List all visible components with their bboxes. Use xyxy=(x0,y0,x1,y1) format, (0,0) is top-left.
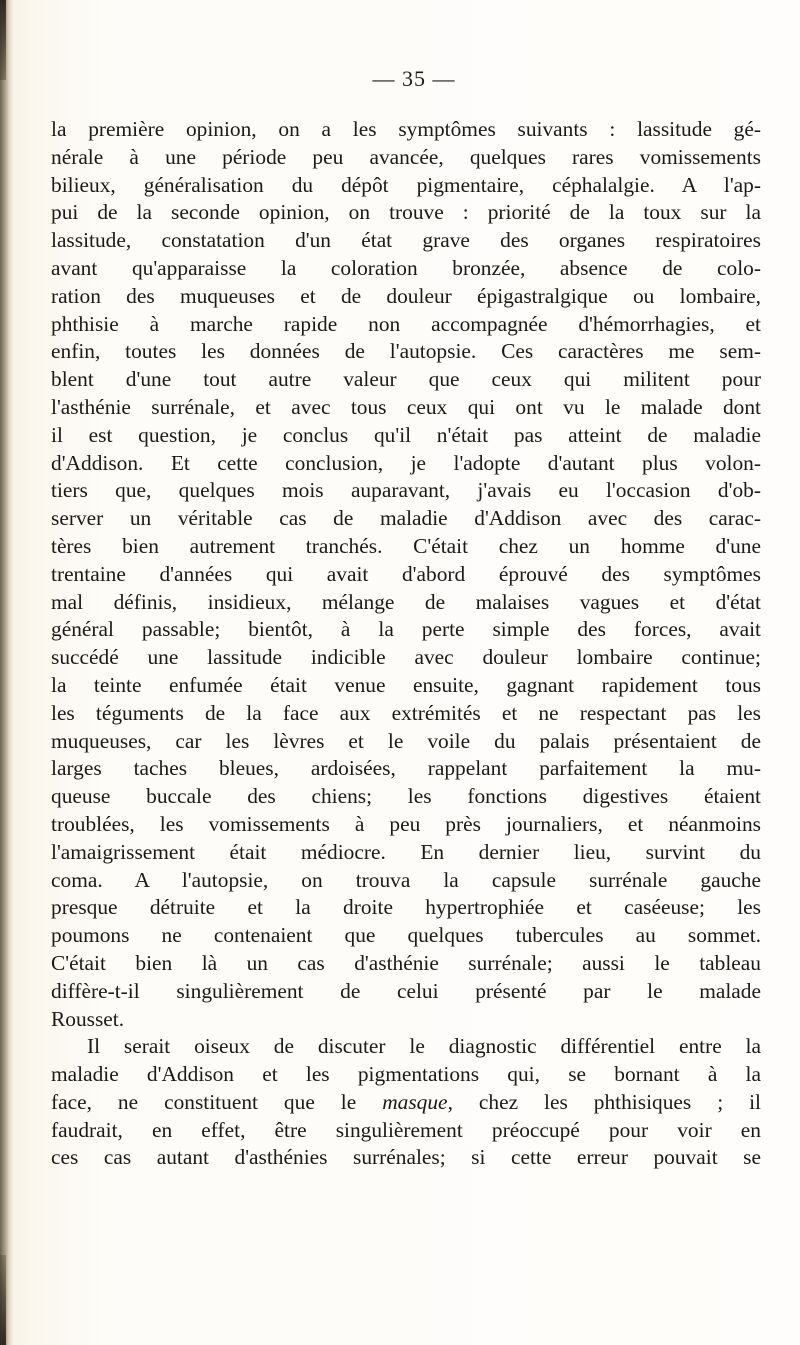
text-line: blent d'une tout autre valeur que ceux qui militent pour xyxy=(51,367,761,392)
text-line: d'Addison. Et cette conclusion, je l'adopte d'autant plus volon- xyxy=(51,450,761,475)
text-line: enfin, toutes les données de l'autopsie. Ces caractères me sem- xyxy=(51,339,761,364)
text-line: bilieux, généralisation du dépôt pigmentaire, céphalalgie. A l'ap- xyxy=(51,172,761,197)
text-line: les téguments de la face aux extrémités et ne respectant pas les xyxy=(51,700,761,725)
text-line: server un véritable cas de maladie d'Addison avec des carac- xyxy=(51,506,761,531)
italic-term: masque xyxy=(382,1089,448,1114)
text-line: la teinte enfumée était venue ensuite, gagnant rapidement tous xyxy=(51,672,761,697)
text-line: la première opinion, on a les symptômes suivants : lassitude gé- xyxy=(51,117,761,141)
text-line: Rousset. xyxy=(51,1006,125,1031)
text-line: avant qu'apparaisse la coloration bronzée, absence de colo- xyxy=(51,255,761,280)
text-line: phthisie à marche rapide non accompagnée d'hémorrhagies, et xyxy=(51,311,761,336)
text-line: général passable; bientôt, à la perte simple des forces, avait xyxy=(51,617,761,642)
text-line: troublées, les vomissements à peu près journaliers, et néanmoins xyxy=(51,811,761,836)
text-line: maladie d'Addison et les pigmentations qui, se bornant à la xyxy=(51,1062,761,1087)
text-fragment: face, ne constituent que le xyxy=(51,1089,383,1114)
text-line: diffère-t-il singulièrement de celui présenté par le malade xyxy=(51,978,761,1003)
text-line: ces cas autant d'asthénies surrénales; si cette erreur pouvait se xyxy=(51,1145,761,1170)
text-line: C'était bien là un cas d'asthénie surrénale; aussi le tableau xyxy=(51,950,761,975)
text-line: mal définis, insidieux, mélange de malaises vagues et d'état xyxy=(51,589,761,614)
paragraph-start-line: Il serait oiseux de discuter le diagnostic différentiel entre la xyxy=(87,1034,761,1059)
text-line: il est question, je conclus qu'il n'était pas atteint de maladie xyxy=(51,422,761,447)
text-line: pui de la seconde opinion, on trouve : priorité de la toux sur la xyxy=(51,200,761,225)
text-line: tères bien autrement tranchés. C'était chez un homme d'une xyxy=(51,533,761,558)
text-line: lassitude, constatation d'un état grave des organes respiratoires xyxy=(51,228,761,253)
text-line: succédé une lassitude indicible avec douleur lombaire continue; xyxy=(51,645,761,670)
text-line: trentaine d'années qui avait d'abord éprouvé des symptômes xyxy=(51,561,761,586)
text-line-with-emphasis xyxy=(51,1089,761,1117)
text-line: tiers que, quelques mois auparavant, j'avais eu l'occasion d'ob- xyxy=(51,478,761,503)
text-line: queuse buccale des chiens; les fonctions digestives étaient xyxy=(51,784,761,809)
text-line: poumons ne contenaient que quelques tubercules au sommet. xyxy=(51,923,761,948)
text-line: l'asthénie surrénale, et avec tous ceux qui ont vu le malade dont xyxy=(51,394,761,419)
text-line: presque détruite et la droite hypertrophiée et caséeuse; les xyxy=(51,895,761,920)
text-line: coma. A l'autopsie, on trouva la capsule surrénale gauche xyxy=(51,867,761,892)
text-line: l'amaigrissement était médiocre. En dernier lieu, survint du xyxy=(51,839,761,864)
binding-edge xyxy=(0,0,14,1345)
page-number: — 35 — xyxy=(372,66,456,91)
text-line: faudrait, en effet, être singulièrement préoccupé pour voir en xyxy=(51,1117,761,1142)
text-line: larges taches bleues, ardoisées, rappelant parfaitement la mu- xyxy=(51,756,761,781)
text-line: ration des muqueuses et de douleur épigastralgique ou lombaire, xyxy=(51,283,761,308)
text-line: nérale à une période peu avancée, quelques rares vomissements xyxy=(51,144,761,169)
body-text xyxy=(51,116,761,1172)
text-line: muqueuses, car les lèvres et le voile du palais présentaient de xyxy=(51,728,761,753)
text-fragment: , chez les phthisiques ; il xyxy=(447,1089,761,1114)
binding-shadow-bottom xyxy=(0,1255,6,1345)
